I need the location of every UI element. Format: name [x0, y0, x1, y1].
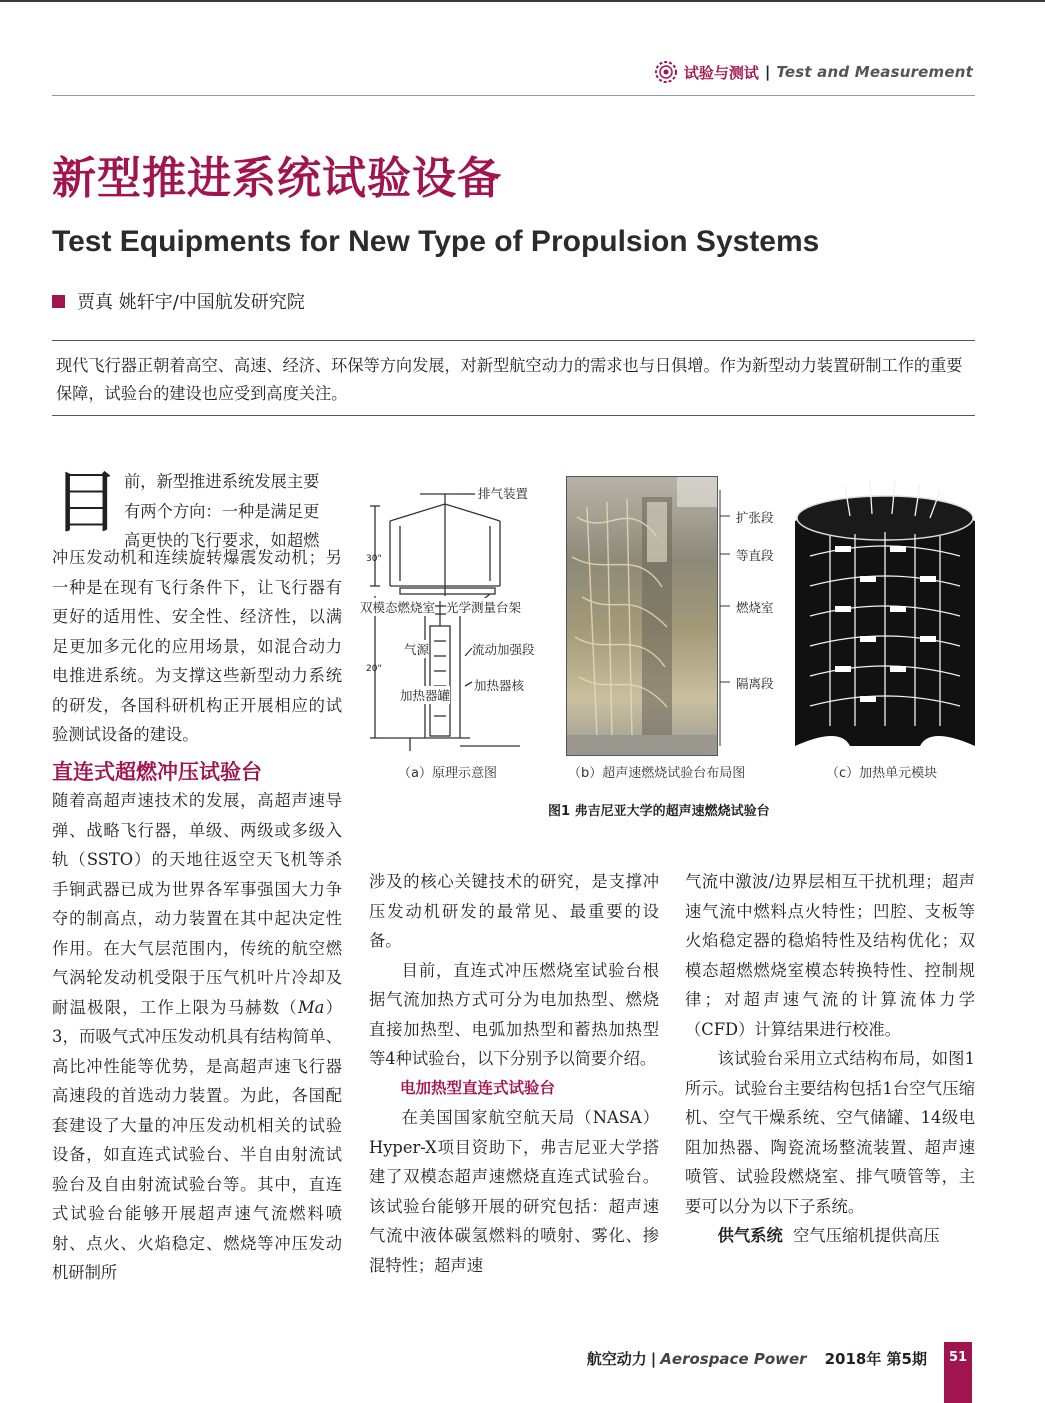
label-exhaust: 排气装置 [478, 486, 529, 501]
article-title-cn: 新型推进系统试验设备 [52, 153, 502, 204]
section-heading: 直连式超燃冲压试验台 [52, 760, 262, 784]
authors-text: 贾真 姚轩宇/中国航发研究院 [77, 292, 305, 313]
figure-sublabel-a: （a）原理示意图 [398, 766, 497, 781]
running-header [654, 60, 973, 84]
intro-line: 有两个方向：一种是满足更 [124, 501, 320, 521]
label-air-source: 气源 [404, 642, 430, 657]
figure-sublabel-c: （c）加热单元模块 [826, 766, 938, 781]
body-part-1: 随着高超声速技术的发展，高超声速导弹、战略飞行器，单级、两级或多级入轨（SSTO）的天地往返空天飞机等杀手锏武器已成为世界各军事强国大力争夺的制高点，动力装置在其中起决定性作用。在大气层范围内，传统的航空燃气涡轮发动机受限于压气机叶片冷却及耐温极限，工作上限为马赫数（ [52, 791, 342, 1017]
col2-paragraph: 目前，直连式冲压燃烧室试验台根据气流加热方式可分为电加热型、燃烧直接加热型、电弧加热型和蓄热加热型等4种试验台，以下分别予以简要介绍。 [369, 960, 659, 1068]
col3-paragraph: 该试验台采用立式结构布局，如图1所示。试验台主要结构包括1台空气压缩机、空气干燥系统、空气储罐、14级电阻加热器、陶瓷流场整流装置、超声速喷管、试验段燃烧室、排气喷管等，主要可以分为以下子系统。 [685, 1049, 975, 1216]
inline-heading: 供气系统 [717, 1226, 783, 1245]
figure-c-heater-module [790, 476, 980, 758]
column-3 [685, 867, 975, 1251]
journal-name-en: Aerospace Power [660, 1349, 807, 1368]
intro-line: 高更快的飞行要求，如超燃 [124, 531, 320, 550]
label-constant-section: 等直段 [736, 548, 774, 563]
running-footer [587, 1348, 927, 1369]
abstract-top-rule [52, 340, 975, 341]
label-expansion-section: 扩张段 [736, 510, 774, 525]
top-border [0, 0, 1045, 2]
dim-label: 30" [366, 554, 382, 564]
section-name-en: Test and Measurement [776, 63, 973, 81]
figure-caption: 图1 弗吉尼亚大学的超声速燃烧试验台 [548, 804, 770, 819]
figure-b-photo [566, 476, 718, 756]
label-combustor: 燃烧室 [736, 600, 774, 615]
author-marker-icon [52, 295, 65, 308]
section-body-text [52, 786, 342, 1288]
article-title-en: Test Equipments for New Type of Propulsion Systems [52, 225, 820, 258]
label-heater-core: 加热器核 [474, 678, 525, 693]
header-separator: | [764, 63, 771, 81]
intro-paragraph [52, 543, 342, 750]
header-rule [52, 95, 975, 96]
issue-label: 2018年 第5期 [824, 1350, 927, 1368]
label-optical-stand: 光学测量台架 [446, 600, 522, 615]
dim-label: 20" [366, 664, 382, 674]
authors-line [52, 288, 305, 314]
subsection-heading: 电加热型直连式试验台 [400, 1078, 556, 1097]
body-part-2: ）3，而吸气式冲压发动机具有结构简单、高比冲性能等优势，是高超声速飞行器高速段的首选动力装置。为此，各国配套建设了大量的冲压发动机相关的试验设备，如直连式试验台、半自由射流试验台及自由射流试验台等。其中，直连式试验台能够开展超声速气流燃料喷射、点火、火焰稳定、燃烧等冲压发动机研制所 [52, 997, 342, 1282]
section-name-cn: 试验与测试 [683, 63, 759, 82]
label-heater-vessel: 加热器罐 [400, 688, 451, 703]
page-number: 51 [944, 1342, 972, 1403]
col2-paragraph: 在美国国家航空航天局（NASA）Hyper-X项目资助下，弗吉尼亚大学搭建了双模态超声速燃烧直连式试验台。该试验台能够开展的研究包括：超声速气流中液体碳氢燃料的喷射、雾化、掺混特性；超声速 [369, 1108, 659, 1275]
intro-line: 前，新型推进系统发展主要 [124, 472, 320, 491]
col3-text: 空气压缩机提供高压 [793, 1226, 940, 1245]
section-logo-icon [654, 60, 678, 84]
col3-paragraph [685, 1221, 975, 1251]
col3-paragraph: 气流中激波/边界层相互干扰机理；超声速气流中燃料点火特性；凹腔、支板等火焰稳定器的稳焰特性及结构优化；双模态超燃燃烧室模态转换特性、控制规律；对超声速气流的计算流体力学（CFD）计算结果进行校准。 [685, 872, 975, 1039]
figure-sublabel-b: （b）超声速燃烧试验台布局图 [568, 766, 746, 781]
footer-separator: | [650, 1349, 657, 1368]
label-isolator: 隔离段 [736, 676, 774, 691]
abstract-bottom-rule [52, 415, 975, 416]
label-flow-section: 流动加强段 [472, 642, 535, 657]
label-dual-mode-combustor: 双模态燃烧室 [360, 600, 436, 615]
journal-name-cn: 航空动力 [586, 1350, 647, 1368]
column-2 [369, 867, 659, 1280]
figure-a-schematic [360, 476, 560, 756]
abstract: 现代飞行器正朝着高空、高速、经济、环保等方向发展，对新型航空动力的需求也与日俱增。作为新型动力装置研制工作的重要保障，试验台的建设也应受到高度关注。 [56, 356, 963, 403]
mach-symbol: Ma [298, 997, 325, 1017]
drop-cap: 目 [52, 464, 121, 543]
col2-paragraph: 涉及的核心关键技术的研究，是支撑冲压发动机研发的最常见、最重要的设备。 [369, 872, 659, 950]
photo-wiring-illustration [567, 477, 717, 755]
section-body-col1 [52, 786, 342, 1288]
intro-text: 冲压发动机和连续旋转爆震发动机；另一种是在现有飞行条件下，让飞行器有更好的适用性、安全性、经济性，以满足更加多元化的应用场景，如混合动力电推进系统。为支撑这些新型动力系统的研发，各国科研机构正开展相应的试验测试设备的建设。 [52, 548, 342, 744]
